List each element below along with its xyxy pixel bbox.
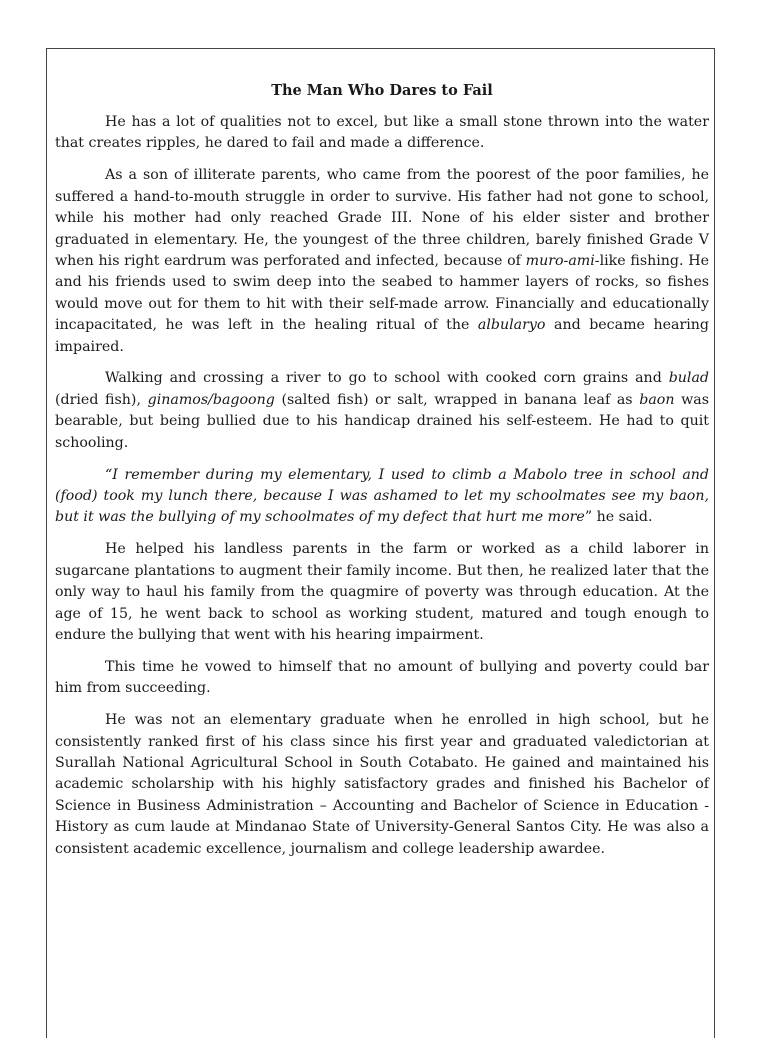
paragraph-3-italic-ginamos: ginamos/bagoong [147, 391, 275, 408]
paragraph-3-italic-bulad: bulad [668, 370, 709, 387]
paragraph-3-text-a: Walking and crossing a river to go to school with cooked corn grains and [105, 370, 669, 387]
paragraph-2 [55, 165, 709, 358]
paragraph-1: He has a lot of qualities not to excel, but like a small stone thrown into the water that creates ripples, he dared to fail and made a difference. [55, 114, 709, 152]
paragraph-7: He was not an elementary graduate when he enrolled in high school, but he consistently ranked first of his class since his first year and graduated valedictorian at Surallah National Agricultural School in South Cotabato. He gained and maintained his academic scholarship with his highly satisfactory grades and finished his Bachelor of Science in Business Administration – Accounting and Bachelor of Science in Education - History as cum laude at Mindanao State of University-General Santos City. He was also a consistent academic excellence, journalism and college leadership awardee. [55, 712, 709, 857]
paragraph-3 [55, 368, 709, 454]
paragraph-2-text-a: As a son of illiterate parents, who came from the poorest of the poor families, he suffered a hand-to-mouth struggle in order to survive. His father had not gone to school, while his mother had only reached Grade III. None of his elder sister and brother graduated in elementary. He, the youngest of the three children, barely finished Grade V when his right eardrum was perforated and infected, because of [55, 167, 709, 269]
document-body [55, 82, 709, 871]
quote-attribution: ” he said. [584, 509, 653, 526]
document-title: The Man Who Dares to Fail [271, 82, 493, 99]
paragraph-2-italic-muro-ami: muro-ami [525, 252, 595, 269]
paragraph-4-quote [55, 465, 709, 529]
paragraph-2-text-c: and became hearing impaired. [55, 317, 709, 355]
paragraph-3-text-d: was bearable, but being bullied due to his handicap drained his self-esteem. He had to quit schooling. [55, 391, 709, 451]
quote-text: “I remember during my elementary, I used to climb a Mabolo tree in school and (food) took my lunch there, because I was ashamed to let my schoolmates see my baon, but it was the bullying of my schoolmates of my defect that hurt me more [55, 466, 709, 526]
paragraph-6: This time he vowed to himself that no amount of bullying and poverty could bar him from succeeding. [55, 658, 709, 697]
paragraph-3-text-b: (dried fish), [55, 391, 148, 408]
paragraph-2-text-b: -like fishing. He and his friends used to swim deep into the seabed to hammer layers of rocks, so fishes would move out for them to hit with their self-made arrow. Financially and educationally incapacitated, he was left in the healing ritual of the [55, 252, 709, 334]
paragraph-2-italic-albularyo: albularyo [477, 317, 546, 334]
paragraph-3-text-c: (salted fish) or salt, wrapped in banana leaf as [274, 391, 640, 408]
paragraph-5: He helped his landless parents in the farm or worked as a child laborer in sugarcane plantations to augment their family income. But then, he realized later that the only way to haul his family from the quagmire of poverty was through education. At the age of 15, he went back to school as working student, matured and tough enough to endure the bullying that went with his hearing impairment. [55, 541, 709, 643]
paragraph-3-italic-baon: baon [639, 391, 675, 408]
